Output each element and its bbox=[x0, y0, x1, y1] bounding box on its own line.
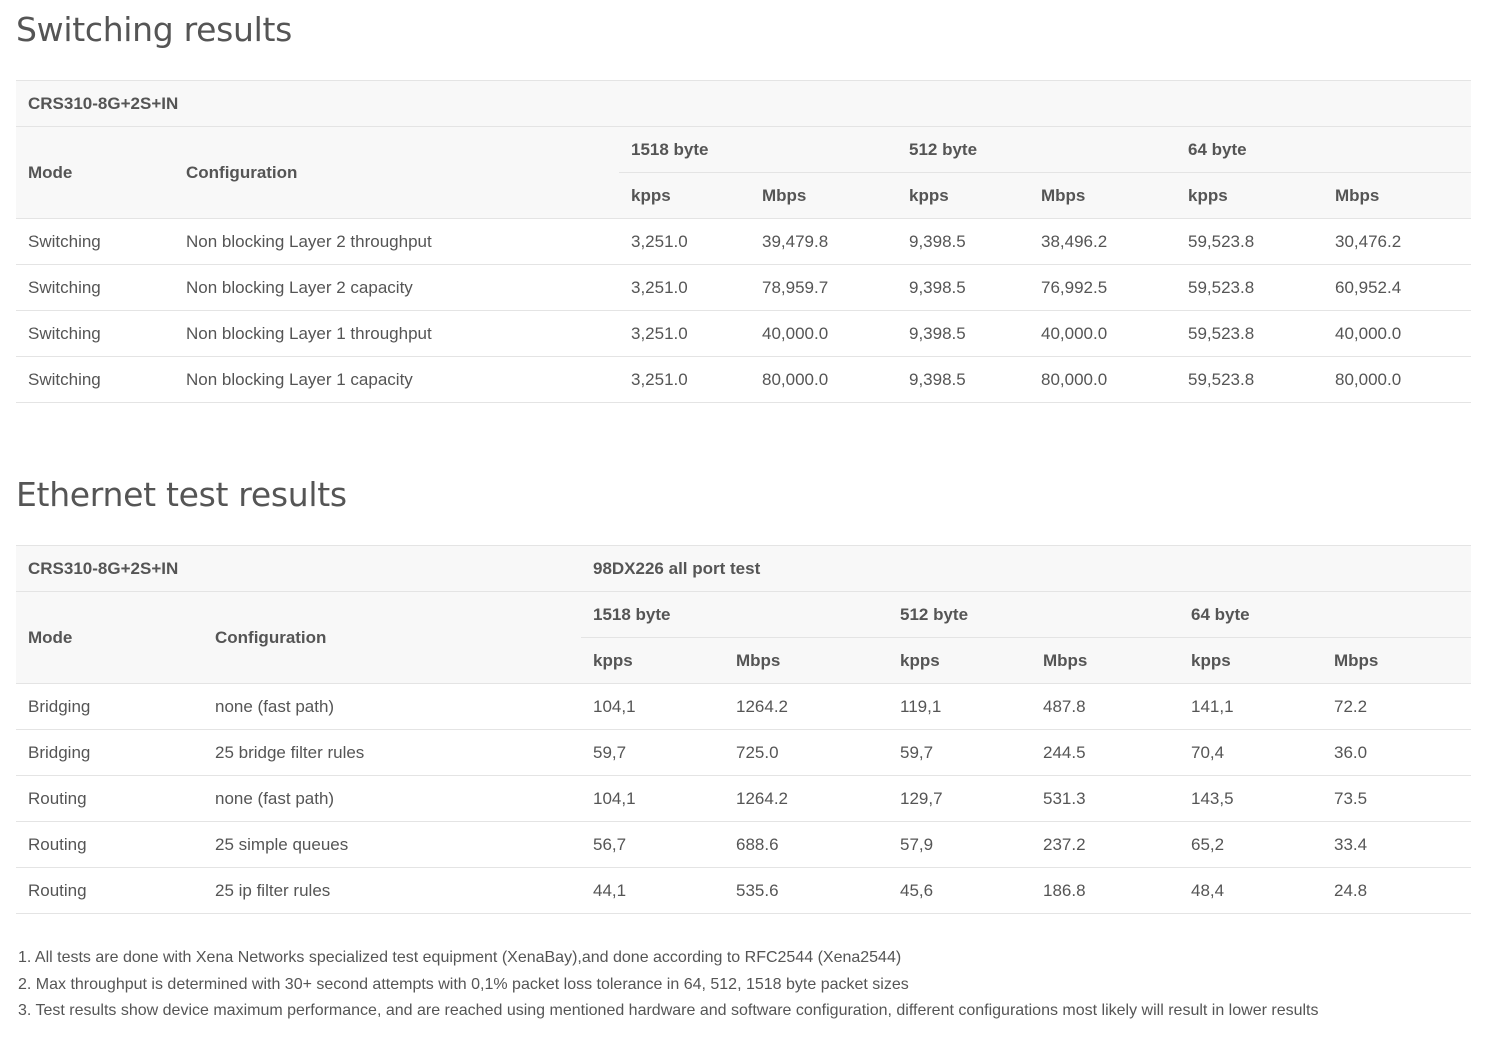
ethernet-results-title: Ethernet test results bbox=[16, 475, 347, 514]
kpps-1518-cell: 3,251.0 bbox=[619, 219, 750, 265]
configuration-cell: none (fast path) bbox=[203, 684, 581, 730]
kpps-512-cell: 129,7 bbox=[888, 776, 1031, 822]
kpps-64-cell: 59,523.8 bbox=[1176, 265, 1323, 311]
mbps-64-header: Mbps bbox=[1323, 173, 1471, 219]
mbps-512-cell: 40,000.0 bbox=[1029, 311, 1176, 357]
mbps-512-header: Mbps bbox=[1031, 638, 1179, 684]
kpps-512-header: kpps bbox=[888, 638, 1031, 684]
kpps-1518-cell: 104,1 bbox=[581, 776, 724, 822]
table-row bbox=[16, 311, 1471, 357]
kpps-512-header: kpps bbox=[897, 173, 1029, 219]
mbps-512-cell: 80,000.0 bbox=[1029, 357, 1176, 403]
configuration-column-header: Configuration bbox=[174, 127, 619, 219]
table-row bbox=[16, 265, 1471, 311]
table-row bbox=[16, 822, 1471, 868]
mbps-64-cell: 60,952.4 bbox=[1323, 265, 1471, 311]
mbps-64-cell: 30,476.2 bbox=[1323, 219, 1471, 265]
configuration-column-header: Configuration bbox=[203, 592, 581, 684]
footnote: 2. Max throughput is determined with 30+ second attempts with 0,1% packet loss tolerance in 64, 512, 1518 byte packet sizes bbox=[18, 975, 909, 993]
table-row bbox=[16, 684, 1471, 730]
kpps-64-cell: 141,1 bbox=[1179, 684, 1322, 730]
mbps-1518-header: Mbps bbox=[724, 638, 888, 684]
mbps-512-header: Mbps bbox=[1029, 173, 1176, 219]
footnote: 3. Test results show device maximum performance, and are reached using mentioned hardware and software configuration, different configurations most likely will result in lower results bbox=[18, 1002, 1319, 1019]
mode-cell: Bridging bbox=[16, 730, 203, 776]
mode-column-header: Mode bbox=[16, 127, 174, 219]
mbps-64-cell: 80,000.0 bbox=[1323, 357, 1471, 403]
kpps-64-cell: 59,523.8 bbox=[1176, 219, 1323, 265]
configuration-cell: Non blocking Layer 1 throughput bbox=[174, 311, 619, 357]
mbps-512-cell: 244.5 bbox=[1031, 730, 1179, 776]
kpps-64-cell: 59,523.8 bbox=[1176, 357, 1323, 403]
mode-cell: Routing bbox=[16, 822, 203, 868]
switching-results-title: Switching results bbox=[16, 10, 293, 49]
kpps-512-cell: 59,7 bbox=[888, 730, 1031, 776]
kpps-1518-cell: 3,251.0 bbox=[619, 357, 750, 403]
footnote: 1. All tests are done with Xena Networks specialized test equipment (XenaBay),and done according to RFC2544 (Xena2544) bbox=[18, 949, 902, 966]
kpps-64-cell: 70,4 bbox=[1179, 730, 1322, 776]
mbps-1518-cell: 39,479.8 bbox=[750, 219, 897, 265]
mode-cell: Switching bbox=[16, 311, 174, 357]
device-model-header: CRS310-8G+2S+IN bbox=[16, 546, 581, 592]
kpps-1518-header: kpps bbox=[619, 173, 750, 219]
configuration-cell: 25 ip filter rules bbox=[203, 868, 581, 914]
kpps-512-cell: 45,6 bbox=[888, 868, 1031, 914]
packet-size-512-header: 512 byte bbox=[897, 127, 1176, 173]
mbps-64-cell: 72.2 bbox=[1322, 684, 1471, 730]
kpps-1518-header: kpps bbox=[581, 638, 724, 684]
ethernet-results-table bbox=[16, 545, 1471, 914]
configuration-cell: 25 bridge filter rules bbox=[203, 730, 581, 776]
mbps-1518-cell: 535.6 bbox=[724, 868, 888, 914]
mbps-512-cell: 531.3 bbox=[1031, 776, 1179, 822]
kpps-512-cell: 9,398.5 bbox=[897, 311, 1029, 357]
footnotes bbox=[18, 945, 1318, 1025]
mbps-1518-header: Mbps bbox=[750, 173, 897, 219]
kpps-512-cell: 119,1 bbox=[888, 684, 1031, 730]
mbps-64-cell: 24.8 bbox=[1322, 868, 1471, 914]
mbps-64-cell: 36.0 bbox=[1322, 730, 1471, 776]
kpps-512-cell: 9,398.5 bbox=[897, 219, 1029, 265]
table-row bbox=[16, 868, 1471, 914]
kpps-64-cell: 59,523.8 bbox=[1176, 311, 1323, 357]
table-row bbox=[16, 357, 1471, 403]
kpps-1518-cell: 3,251.0 bbox=[619, 265, 750, 311]
mbps-64-cell: 33.4 bbox=[1322, 822, 1471, 868]
mode-cell: Routing bbox=[16, 868, 203, 914]
mode-cell: Bridging bbox=[16, 684, 203, 730]
mbps-64-cell: 40,000.0 bbox=[1323, 311, 1471, 357]
mbps-512-cell: 487.8 bbox=[1031, 684, 1179, 730]
configuration-cell: Non blocking Layer 1 capacity bbox=[174, 357, 619, 403]
mbps-64-cell: 73.5 bbox=[1322, 776, 1471, 822]
mode-cell: Switching bbox=[16, 265, 174, 311]
packet-size-64-header: 64 byte bbox=[1176, 127, 1471, 173]
mbps-1518-cell: 725.0 bbox=[724, 730, 888, 776]
packet-size-1518-header: 1518 byte bbox=[581, 592, 888, 638]
switching-results-table bbox=[16, 80, 1471, 403]
configuration-cell: 25 simple queues bbox=[203, 822, 581, 868]
mode-cell: Routing bbox=[16, 776, 203, 822]
mbps-512-cell: 237.2 bbox=[1031, 822, 1179, 868]
packet-size-1518-header: 1518 byte bbox=[619, 127, 897, 173]
mbps-1518-cell: 688.6 bbox=[724, 822, 888, 868]
mbps-512-cell: 76,992.5 bbox=[1029, 265, 1176, 311]
mbps-64-header: Mbps bbox=[1322, 638, 1471, 684]
device-model-header: CRS310-8G+2S+IN bbox=[16, 81, 1471, 127]
mbps-512-cell: 186.8 bbox=[1031, 868, 1179, 914]
mode-column-header: Mode bbox=[16, 592, 203, 684]
kpps-512-cell: 9,398.5 bbox=[897, 357, 1029, 403]
mbps-1518-cell: 40,000.0 bbox=[750, 311, 897, 357]
kpps-512-cell: 57,9 bbox=[888, 822, 1031, 868]
mbps-1518-cell: 80,000.0 bbox=[750, 357, 897, 403]
table-row bbox=[16, 219, 1471, 265]
kpps-64-cell: 65,2 bbox=[1179, 822, 1322, 868]
kpps-64-cell: 143,5 bbox=[1179, 776, 1322, 822]
kpps-64-header: kpps bbox=[1176, 173, 1323, 219]
configuration-cell: Non blocking Layer 2 throughput bbox=[174, 219, 619, 265]
packet-size-512-header: 512 byte bbox=[888, 592, 1179, 638]
mode-cell: Switching bbox=[16, 357, 174, 403]
table-row bbox=[16, 776, 1471, 822]
mode-cell: Switching bbox=[16, 219, 174, 265]
mbps-1518-cell: 1264.2 bbox=[724, 684, 888, 730]
packet-size-64-header: 64 byte bbox=[1179, 592, 1471, 638]
kpps-64-header: kpps bbox=[1179, 638, 1322, 684]
kpps-512-cell: 9,398.5 bbox=[897, 265, 1029, 311]
kpps-1518-cell: 44,1 bbox=[581, 868, 724, 914]
kpps-64-cell: 48,4 bbox=[1179, 868, 1322, 914]
mbps-1518-cell: 1264.2 bbox=[724, 776, 888, 822]
mbps-1518-cell: 78,959.7 bbox=[750, 265, 897, 311]
configuration-cell: Non blocking Layer 2 capacity bbox=[174, 265, 619, 311]
kpps-1518-cell: 56,7 bbox=[581, 822, 724, 868]
table-row bbox=[16, 730, 1471, 776]
configuration-cell: none (fast path) bbox=[203, 776, 581, 822]
kpps-1518-cell: 59,7 bbox=[581, 730, 724, 776]
test-name-header: 98DX226 all port test bbox=[581, 546, 1471, 592]
kpps-1518-cell: 3,251.0 bbox=[619, 311, 750, 357]
kpps-1518-cell: 104,1 bbox=[581, 684, 724, 730]
mbps-512-cell: 38,496.2 bbox=[1029, 219, 1176, 265]
